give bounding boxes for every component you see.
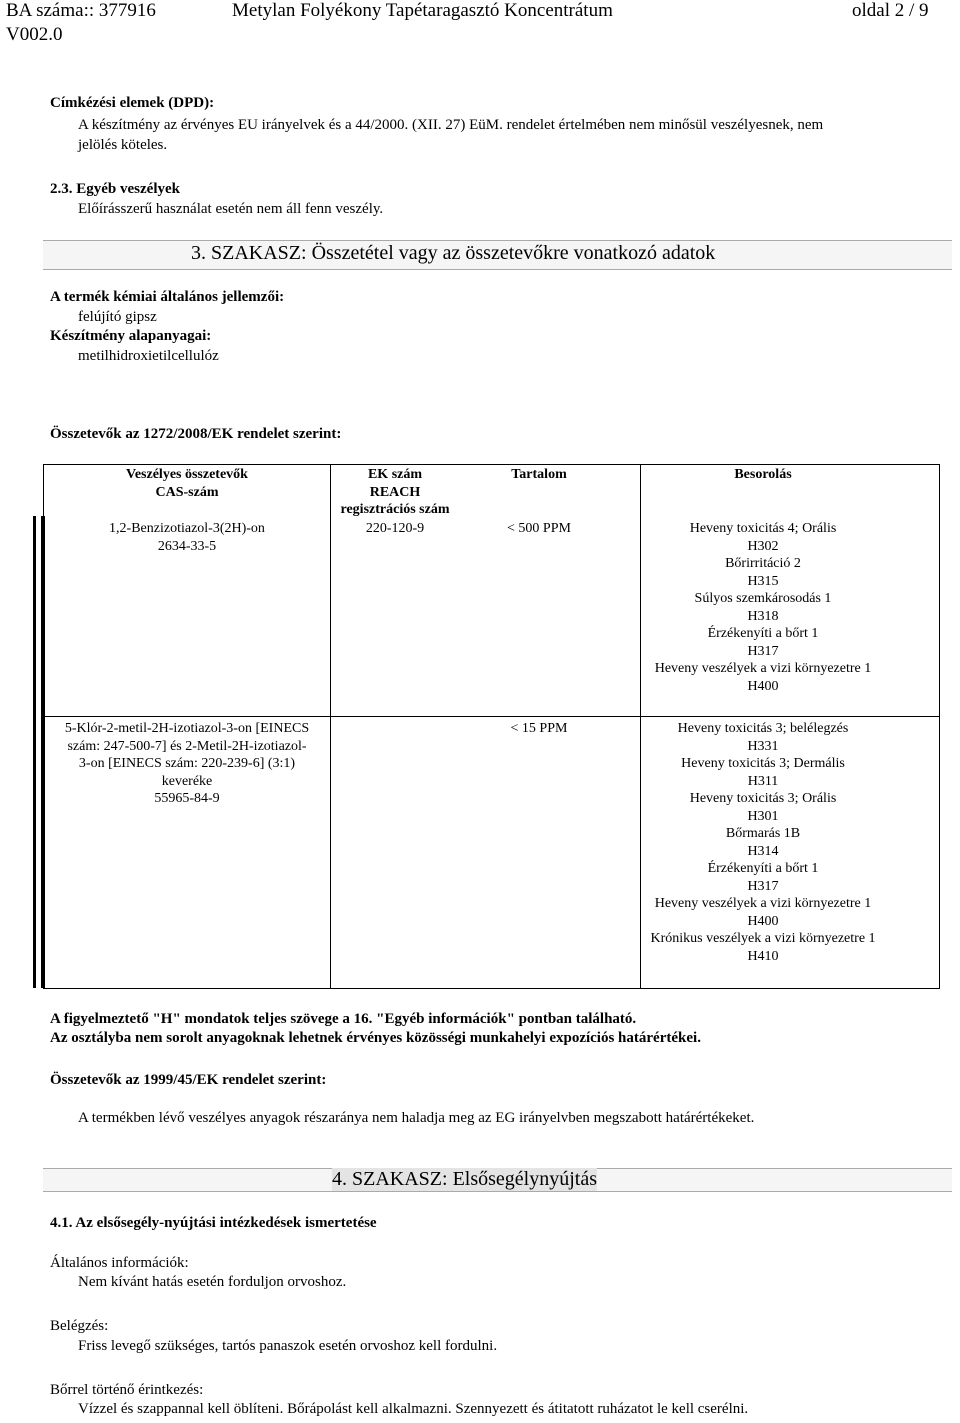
row2-component-line: 3-on [EINECS szám: 220-239-6] (3:1) (78, 756, 296, 771)
row2-component (44, 720, 330, 808)
row2-class-line: Heveny toxicitás 3; Orális (689, 791, 837, 806)
document-title: Metylan Folyékony Tapétaragasztó Koncentrátum (232, 0, 613, 21)
inhalation-text: Friss levegő szükséges, tartós panaszok esetén orvoshoz kell fordulni. (78, 1338, 498, 1354)
row1-class-line: H400 (747, 678, 779, 694)
general-info-label: Általános információk: (50, 1255, 189, 1271)
row2-component-line: szám: 247-500-7] és 2-Metil-2H-izotiazol- (67, 738, 307, 754)
row1-class-line: Bőrirritáció 2 (725, 556, 801, 571)
row2-class-line: H331 (747, 738, 779, 754)
row1-component-cas: 2634-33-5 (157, 538, 217, 554)
col-header-components (44, 466, 330, 501)
directive-heading: Összetevők az 1999/45/EK rendelet szerint: (50, 1072, 327, 1088)
col-header-ec-line2: REACH (369, 484, 421, 500)
row1-ec: 220-120-9 (365, 521, 425, 536)
section4-title: 4. SZAKASZ: Elsősegélynyújtás (332, 1168, 597, 1190)
row2-class-line: H410 (747, 948, 779, 964)
row2-component-cas: 55965-84-9 (154, 791, 220, 806)
row1-component (44, 520, 330, 555)
row2-class-line: Krónikus veszélyek a vizi környezetre 1 (650, 931, 876, 946)
base-materials-heading: Készítmény alapanyagai: (50, 328, 212, 344)
general-info-text: Nem kívánt hatás esetén forduljon orvoshoz. (78, 1274, 347, 1290)
h-statements-note: A figyelmeztető "H" mondatok teljes szövege a 16. "Egyéb információk" pontban található. (50, 1011, 637, 1027)
document-version: V002.0 (6, 24, 63, 45)
row2-component-line: 5-Klór-2-metil-2H-izotiazol-3-on [EINECS (64, 721, 310, 736)
row2-content: < 15 PPM (510, 721, 568, 736)
skin-contact-label: Bőrrel történő érintkezés: (50, 1382, 204, 1398)
labeling-text-line1: A készítmény az érvényes EU irányelvek és a 44/2000. (XII. 27) EüM. rendelet értelmében nem minősül veszélyesnek, nem (78, 117, 824, 133)
row1-class-line: Heveny veszélyek a vizi környezetre 1 (654, 661, 872, 676)
table-row-divider (43, 716, 940, 717)
components-heading: Összetevők az 1272/2008/EK rendelet szerint: (50, 426, 342, 442)
row2-class-line: Érzékenyíti a bőrt 1 (707, 861, 819, 876)
change-bar-outer (33, 516, 36, 988)
row2-component-line: keveréke (161, 773, 213, 789)
base-materials-value: metilhidroxietilcellulóz (78, 348, 219, 364)
row2-class-line: H314 (747, 843, 779, 859)
row1-class-line: Súlyos szemkárosodás 1 (694, 591, 832, 606)
row2-classification (640, 720, 886, 965)
first-aid-subheading: 4.1. Az elsősegély-nyújtási intézkedések ismertetése (50, 1215, 377, 1231)
row1-class-line: H302 (747, 538, 779, 554)
table-col-divider-1 (330, 464, 331, 989)
row2-class-line: H311 (747, 773, 779, 789)
chem-characteristics-value: felújító gipsz (78, 309, 157, 325)
inhalation-label: Belégzés: (50, 1318, 109, 1334)
col-header-ec-line3: regisztrációs szám (340, 502, 450, 517)
col-header-content: Tartalom (511, 467, 567, 482)
row2-class-line: Bőrmarás 1B (725, 826, 801, 841)
row2-class-line: Heveny toxicitás 3; Dermális (681, 756, 845, 771)
directive-text: A termékben lévő veszélyes anyagok részaránya nem haladja meg az EG irányelvben megszabott határértékeket. (78, 1110, 755, 1126)
page-number: oldal 2 / 9 (852, 0, 929, 21)
col-header-ec (310, 466, 480, 519)
chem-characteristics-heading: A termék kémiai általános jellemzői: (50, 289, 285, 305)
row1-content: < 500 PPM (507, 521, 571, 536)
row1-class-line: H318 (747, 608, 779, 624)
col-header-classification: Besorolás (734, 467, 792, 482)
col-header-components-line2: CAS-szám (155, 484, 219, 500)
document-id: BA száma:: 377916 (6, 0, 156, 21)
other-hazards-heading: 2.3. Egyéb veszélyek (50, 181, 180, 197)
row1-component-name: 1,2-Benzizotiazol-3(2H)-on (109, 521, 265, 536)
exposure-limits-note: Az osztályba nem sorolt anyagoknak lehetnek érvényes közösségi munkahelyi expozíciós határértékei. (50, 1030, 701, 1046)
section3-title: 3. SZAKASZ: Összetétel vagy az összetevőkre vonatkozó adatok (191, 242, 716, 264)
row2-class-line: H301 (747, 808, 779, 824)
row1-class-line: Érzékenyíti a bőrt 1 (707, 626, 819, 641)
labeling-heading: Címkézési elemek (DPD): (50, 95, 215, 111)
col-header-components-line1: Veszélyes összetevők (126, 467, 248, 482)
row2-class-line: H400 (747, 913, 779, 929)
row2-class-line: Heveny toxicitás 3; belélegzés (677, 721, 849, 736)
row1-classification (640, 520, 886, 695)
row1-class-line: H315 (747, 573, 779, 589)
row1-class-line: Heveny toxicitás 4; Orális (689, 521, 837, 536)
row2-class-line: H317 (747, 878, 779, 894)
other-hazards-text: Előírásszerű használat esetén nem áll fenn veszély. (78, 201, 384, 217)
row2-class-line: Heveny veszélyek a vizi környezetre 1 (654, 896, 872, 911)
labeling-text-line2: jelölés köteles. (78, 137, 168, 153)
row1-class-line: H317 (747, 643, 779, 659)
skin-contact-text: Vízzel és szappannal kell öblíteni. Bőrápolást kell alkalmazni. Szennyezett és átitatott ruházatot le kell cserélni. (78, 1401, 749, 1417)
col-header-ec-line1: EK szám (367, 467, 423, 482)
